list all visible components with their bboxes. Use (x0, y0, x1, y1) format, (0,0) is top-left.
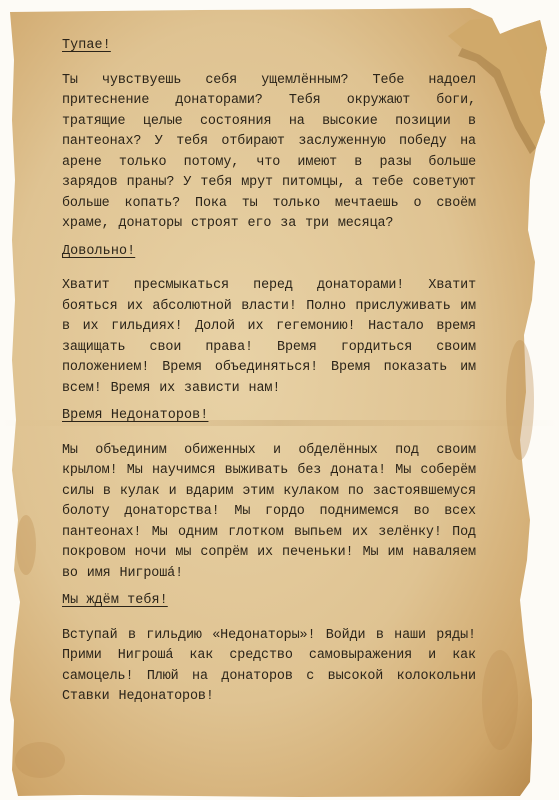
section-join (62, 591, 476, 708)
section-heading: Время Недонаторов! (62, 408, 209, 423)
section-heading: Тупае! (62, 38, 111, 53)
section-body: Вступай в гильдию «Недонаторы»! Войди в наши ряды! Прими Нигрошá как средство самовыражения и как самоцель! Плюй на донаторов с высокой колокольни Ставки Недонаторов! (62, 627, 476, 704)
section-heading: Довольно! (62, 243, 136, 259)
stain (16, 515, 36, 575)
section-time (62, 406, 476, 584)
document-text (62, 36, 476, 715)
stain (15, 742, 65, 778)
stain (506, 340, 534, 460)
section-body: Мы объединим обиженных и обделённых под своим крылом! Мы научимся выживать без доната! Мы соберём силы в кулак и вдарим этим кулаком по застоявшемуся болоту донаторства! Мы гордо поднимемся во всех пантеонах! Мы одним глотком выпьем их зелёнку! Под покровом ночи мы сопрём их печеньки! Мы им наваляем во имя Нигрошá! (62, 442, 476, 581)
section-heading: Мы ждём тебя! (62, 593, 168, 608)
section-enough (62, 242, 476, 400)
stain (482, 650, 518, 750)
section-intro (62, 36, 476, 235)
section-body: Хватит пресмыкаться перед донаторами! Хватит бояться их абсолютной власти! Полно прислуживать им в их гильдиях! Долой их гегемонию! Настало время защищать свои права! Время гордиться своим положением! Время объединяться! Время показать им всем! Время их зависти нам! (62, 278, 476, 396)
section-body: Ты чувствуешь себя ущемлённым? Тебе надоел притеснение донаторами? Тебя окружают боги, тратящие целые состояния на высокие позиции в пантеонах? У тебя отбирают заслуженную победу на арене только потому, что имеют в разы больше зарядов праны? У тебя мрут питомцы, а тебе советуют больше копать? Пока ты только мечтаешь о своём храме, донаторы строят его за три месяца? (62, 72, 476, 231)
